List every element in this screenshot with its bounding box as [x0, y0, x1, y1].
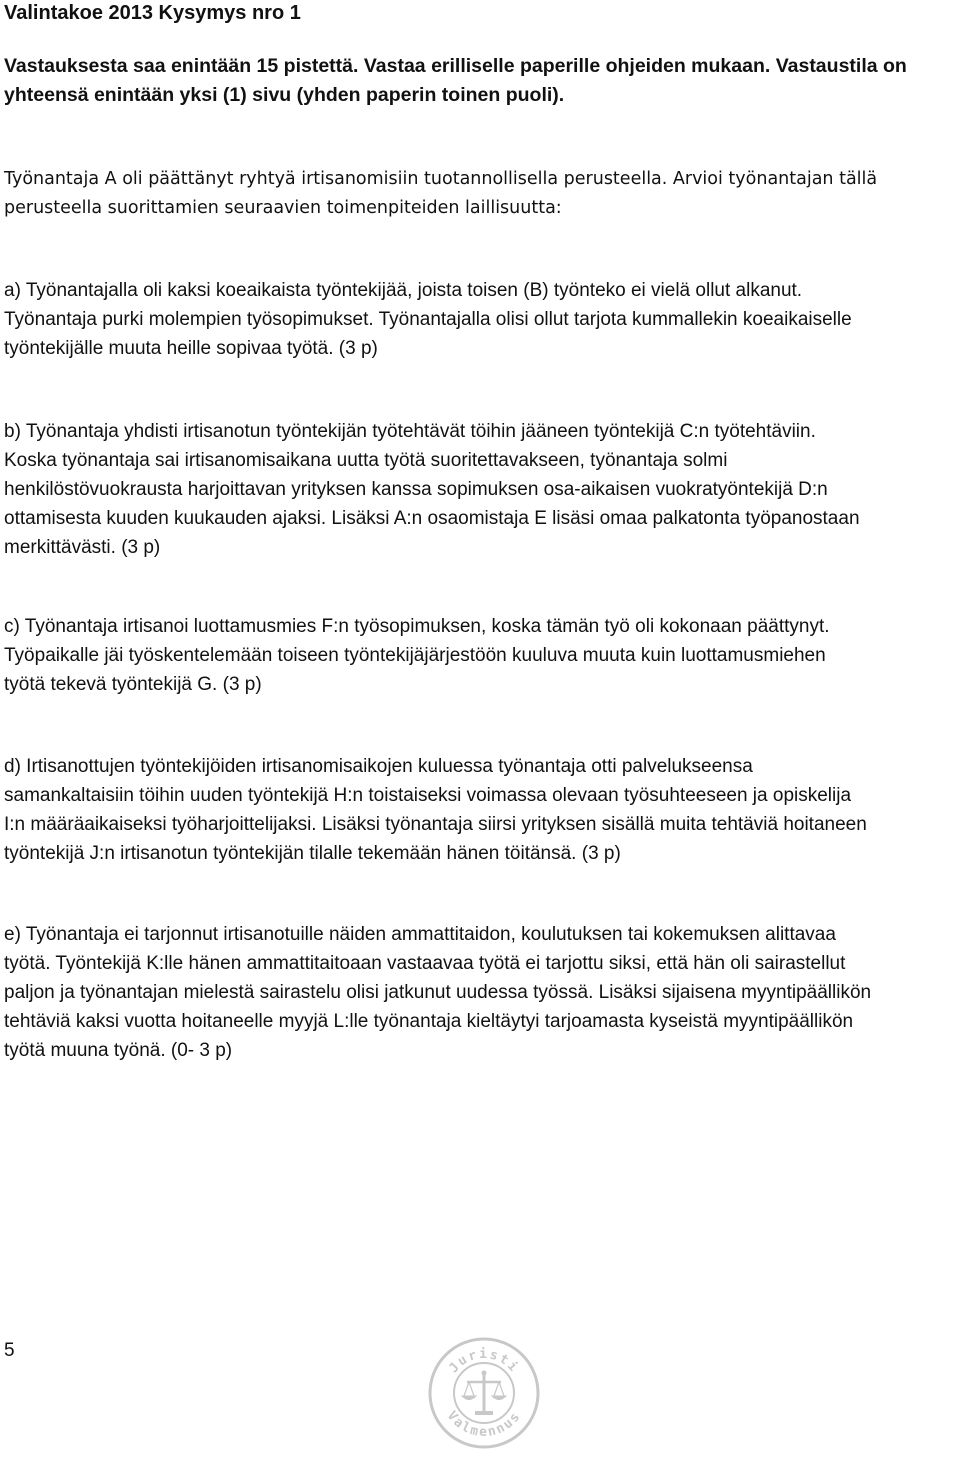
- question-line: e) Työnantaja ei tarjonnut irtisanotuille näiden ammattitaidon, koulutuksen tai kokemuksen alittavaa: [4, 924, 836, 945]
- question-line: paljon ja työnantajan mielestä sairastelu olisi jatkunut uudessa työssä. Lisäksi sijaisena myyntipäällikön: [4, 982, 872, 1003]
- page-number: 5: [4, 1340, 15, 1361]
- page-title: Valintakoe 2013 Kysymys nro 1: [4, 2, 301, 24]
- question-line: työntekijä J:n irtisanotun työntekijän tilalle tekemään hänen töitänsä. (3 p): [4, 843, 621, 864]
- instructions: [4, 52, 954, 110]
- question-a: [4, 276, 958, 363]
- question-b: [4, 417, 958, 562]
- question-line: c) Työnantaja irtisanoi luottamusmies F:n työsopimuksen, koska tämän työ oli kokonaan päättynyt.: [4, 616, 830, 637]
- question-line: Työpaikalle jäi työskentelemään toiseen työntekijäjärjestöön kuuluva muuta kuin luottamusmiehen: [4, 645, 826, 666]
- logo-text-top: Juristi: [446, 1347, 522, 1377]
- question-line: Työnantaja purki molempien työsopimukset. Työnantajalla olisi ollut tarjota kummallekin koeaikaiselle: [4, 309, 852, 330]
- intro-line: perusteella suorittamien seuraavien toimenpiteiden laillisuutta:: [4, 198, 562, 218]
- scales-of-justice-icon: [462, 1371, 506, 1416]
- logo-text-bottom: Valmennus: [443, 1408, 525, 1440]
- question-line: henkilöstövuokrausta harjoittavan yrityksen kanssa sopimuksen osa-aikaisen vuokratyöntekijä D:n: [4, 479, 828, 500]
- question-line: merkittävästi. (3 p): [4, 537, 161, 558]
- juristi-valmennus-logo: [427, 1336, 541, 1450]
- question-line: työtä muuna työnä. (0- 3 p): [4, 1040, 233, 1061]
- question-line: työtä tekevä työntekijä G. (3 p): [4, 674, 262, 695]
- question-line: ottamisesta kuuden kuukauden ajaksi. Lisäksi A:n osaomistaja E lisäsi omaa palkatonta työpanostaan: [4, 508, 860, 529]
- question-e: [4, 920, 958, 1065]
- question-line: työntekijälle muuta heille sopivaa työtä. (3 p): [4, 338, 378, 359]
- question-line: työtä. Työntekijä K:lle hänen ammattitaitoaan vastaavaa työtä ei tarjottu siksi, että hän oli sairastellut: [4, 953, 846, 974]
- intro-line: Työnantaja A oli päättänyt ryhtyä irtisanomisiin tuotannollisella perusteella. Arvioi työnantajan tällä: [4, 169, 878, 189]
- question-line: tehtäviä kaksi vuotta hoitaneelle myyjä L:lle työnantaja kieltäytyi tarjoamasta kyseistä myyntipäällikön: [4, 1011, 854, 1032]
- question-line: a) Työnantajalla oli kaksi koeaikaista työntekijää, joista toisen (B) työnteko ei vielä ollut alkanut.: [4, 280, 803, 301]
- question-line: I:n määräaikaiseksi työharjoittelijaksi. Lisäksi työnantaja siirsi yrityksen sisällä muita tehtäviä hoitaneen: [4, 814, 867, 835]
- question-c: [4, 612, 958, 699]
- question-line: samankaltaisiin töihin uuden työntekijä H:n toistaiseksi voimassa olevaan työsuhteeseen ja opiskelija: [4, 785, 852, 806]
- instructions-line: Vastauksesta saa enintään 15 pistettä. Vastaa erilliselle paperille ohjeiden mukaan. Vastaustila on: [4, 55, 907, 77]
- instructions-line: yhteensä enintään yksi (1) sivu (yhden paperin toinen puoli).: [4, 84, 565, 106]
- question-line: Koska työnantaja sai irtisanomisaikana uutta työtä suoritettavakseen, työnantaja solmi: [4, 450, 728, 471]
- question-line: d) Irtisanottujen työntekijöiden irtisanomisaikojen kuluessa työnantaja otti palvelukseensa: [4, 756, 753, 777]
- intro-paragraph: [4, 165, 954, 223]
- question-line: b) Työnantaja yhdisti irtisanotun työntekijän työtehtävät töihin jääneen työntekijä C:n työtehtäviin.: [4, 421, 816, 442]
- question-d: [4, 752, 958, 868]
